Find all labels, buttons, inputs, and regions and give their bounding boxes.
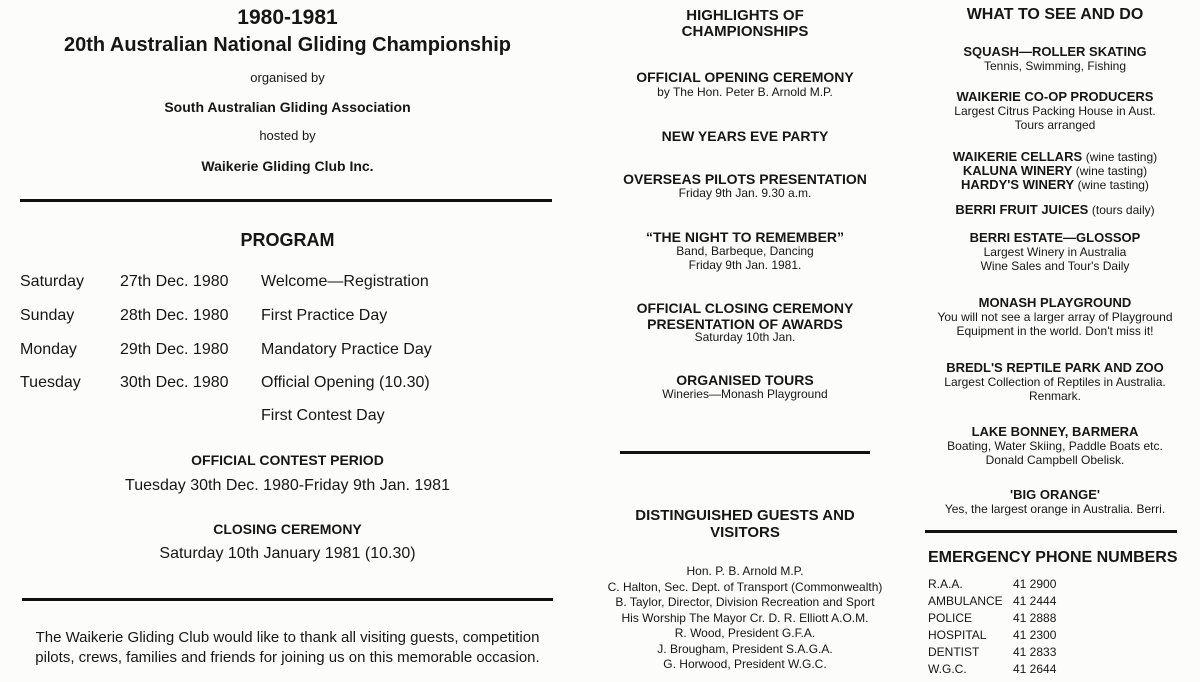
guest-item: B. Taylor, Director, Division Recreation and Sport (615, 595, 875, 609)
guest-item: R. Wood, President G.F.A. (674, 626, 816, 640)
hardys-note: (wine tasting) (1077, 178, 1149, 192)
coop-text: Tours arranged (1014, 118, 1096, 132)
program-row (20, 307, 560, 331)
hardys-line (925, 177, 1185, 193)
middle-panel (600, 0, 890, 682)
phone-name: AMBULANCE (928, 594, 1003, 608)
bonney-text: Boating, Water Skiing, Paddle Boats etc. (947, 439, 1163, 453)
organiser-name: South Australian Gliding Association (164, 99, 411, 115)
overseas-pilots-text: Friday 9th Jan. 9.30 a.m. (678, 186, 812, 200)
nye-party-heading: NEW YEARS EVE PARTY (661, 128, 829, 144)
night-text: Friday 9th Jan. 1981. (688, 258, 802, 272)
thanks-message (20, 628, 555, 668)
program-day: Saturday (20, 273, 85, 290)
highlights-title (600, 8, 890, 40)
berri-juice-heading: BERRI FRUIT JUICES (955, 202, 1089, 217)
hosted-by-label: hosted by (259, 128, 316, 143)
emergency-title: EMERGENCY PHONE NUMBERS (928, 549, 1178, 566)
left-panel (0, 0, 580, 682)
divider-bottom (22, 598, 553, 601)
guest-item: C. Halton, Sec. Dept. of Transport (Commonwealth) (607, 579, 883, 594)
berri-estate-heading: BERRI ESTATE—GLOSSOP (969, 230, 1141, 245)
championship-title: 20th Australian National Gliding Championship (63, 34, 512, 56)
closing-ceremony-text: Saturday 10th January 1981 (10.30) (159, 545, 416, 562)
program-date: 28th Dec. 1980 (120, 307, 229, 324)
phone-number: 41 2444 (1013, 594, 1057, 608)
phone-row (928, 662, 1128, 678)
coop-heading: WAIKERIE CO-OP PRODUCERS (956, 89, 1154, 104)
cellars-note: (wine tasting) (1085, 150, 1158, 164)
divider-top (20, 199, 552, 202)
guest-item: G. Horwood, President W.G.C. (663, 657, 827, 671)
divider-middle (620, 451, 870, 454)
program-date: 27th Dec. 1980 (120, 273, 229, 290)
phone-name: POLICE (928, 611, 973, 625)
night-heading: “THE NIGHT TO REMEMBER” (645, 229, 845, 245)
program-date: 29th Dec. 1980 (120, 341, 229, 358)
right-panel (925, 0, 1200, 682)
program-event: First Contest Day (261, 407, 385, 424)
program-event: Official Opening (10.30) (261, 374, 430, 391)
thanks-line: pilots, crews, families and friends for joining us on this memorable occasion. (35, 649, 540, 666)
phone-name: DENTIST (928, 645, 980, 659)
divider-right (925, 530, 1177, 533)
guest-item: Hon. P. B. Arnold M.P. (686, 564, 804, 578)
bredl-text: Largest Collection of Reptiles in Australia. (944, 375, 1166, 389)
berri-estate-text: Wine Sales and Tour's Daily (980, 259, 1130, 273)
bredl-heading: BREDL'S REPTILE PARK AND ZOO (946, 360, 1164, 375)
program-event: Mandatory Practice Day (261, 341, 432, 358)
phone-number: 41 2300 (1013, 628, 1057, 642)
berri-estate-text: Largest Winery in Australia (983, 245, 1127, 259)
big-orange-heading: 'BIG ORANGE' (1010, 487, 1100, 502)
phone-row (928, 594, 1128, 610)
overseas-pilots-heading: OVERSEAS PILOTS PRESENTATION (623, 171, 867, 187)
berri-juice-line (925, 202, 1185, 218)
guests-list (600, 564, 890, 673)
closing-heading-line: PRESENTATION OF AWARDS (647, 316, 843, 332)
contest-period-text: Tuesday 30th Dec. 1980-Friday 9th Jan. 1981 (125, 477, 450, 494)
squash-text: Tennis, Swimming, Fishing (983, 59, 1127, 73)
host-name: Waikerie Gliding Club Inc. (201, 158, 374, 174)
night-text: Band, Barbeque, Dancing (676, 244, 814, 258)
phone-number: 41 2833 (1013, 645, 1057, 659)
program-title: PROGRAM (240, 230, 335, 250)
big-orange-text: Yes, the largest orange in Australia. Berri. (944, 502, 1166, 516)
organised-tours-text: Wineries—Monash Playground (662, 387, 828, 401)
program-row (20, 341, 560, 365)
phone-number: 41 2644 (1013, 662, 1057, 676)
phone-row (928, 611, 1128, 627)
squash-heading: SQUASH—ROLLER SKATING (963, 44, 1147, 59)
monash-text: Equipment in the world. Don't miss it! (956, 324, 1154, 338)
event-year: 1980-1981 (237, 6, 338, 29)
organised-by-label: organised by (250, 70, 325, 85)
program-event: Welcome—Registration (261, 273, 429, 290)
phone-number: 41 2900 (1013, 577, 1057, 591)
guests-title-line: VISITORS (710, 524, 780, 541)
monash-heading: MONASH PLAYGROUND (978, 295, 1132, 310)
what-to-see-title: WHAT TO SEE AND DO (966, 6, 1144, 23)
program-row (20, 407, 560, 431)
program-row (20, 374, 560, 398)
closing-heading-line: OFFICIAL CLOSING CEREMONY (636, 300, 854, 316)
phone-row (928, 628, 1128, 644)
cellars-heading: WAIKERIE CELLARS (952, 149, 1083, 164)
program-day: Tuesday (20, 374, 81, 391)
phone-row (928, 577, 1128, 593)
hardys-heading: HARDY'S WINERY (961, 177, 1074, 192)
program-row (20, 273, 560, 297)
closing-ceremony-text: Saturday 10th Jan. (694, 330, 796, 344)
program-event: First Practice Day (261, 307, 388, 324)
coop-text: Largest Citrus Packing House in Aust. (954, 104, 1156, 118)
highlights-title-line: CHAMPIONSHIPS (681, 23, 809, 40)
opening-ceremony-text: by The Hon. Peter B. Arnold M.P. (657, 85, 833, 99)
berri-juice-note: (tours daily) (1091, 203, 1155, 217)
monash-text: You will not see a larger array of Playground (937, 310, 1173, 324)
guests-title (600, 507, 890, 541)
phone-number: 41 2888 (1013, 611, 1057, 625)
program-day: Sunday (20, 307, 75, 324)
program-day: Monday (20, 341, 77, 358)
closing-ceremony-heading (600, 300, 890, 332)
contest-period-heading: OFFICIAL CONTEST PERIOD (191, 452, 384, 468)
phone-name: R.A.A. (928, 577, 963, 591)
bonney-text: Donald Campbell Obelisk. (985, 453, 1125, 467)
bonney-heading: LAKE BONNEY, BARMERA (971, 424, 1139, 439)
highlights-title-line: HIGHLIGHTS OF (686, 7, 804, 24)
closing-ceremony-heading: CLOSING CEREMONY (213, 521, 362, 537)
organised-tours-heading: ORGANISED TOURS (676, 372, 814, 388)
opening-ceremony-heading: OFFICIAL OPENING CEREMONY (636, 69, 854, 85)
guest-item: J. Brougham, President S.A.G.A. (657, 641, 833, 656)
guest-item: His Worship The Mayor Cr. D. R. Elliott A.O.M. (621, 610, 869, 625)
thanks-line: The Waikerie Gliding Club would like to thank all visiting guests, competition (35, 629, 540, 646)
phone-row (928, 645, 1128, 661)
phone-name: W.G.C. (928, 662, 967, 676)
kaluna-heading: KALUNA WINERY (962, 163, 1073, 178)
kaluna-note: (wine tasting) (1075, 164, 1148, 178)
guests-title-line: DISTINGUISHED GUESTS AND (635, 507, 855, 524)
phone-name: HOSPITAL (928, 628, 987, 642)
bredl-text: Renmark. (1028, 389, 1081, 403)
program-date: 30th Dec. 1980 (120, 374, 229, 391)
